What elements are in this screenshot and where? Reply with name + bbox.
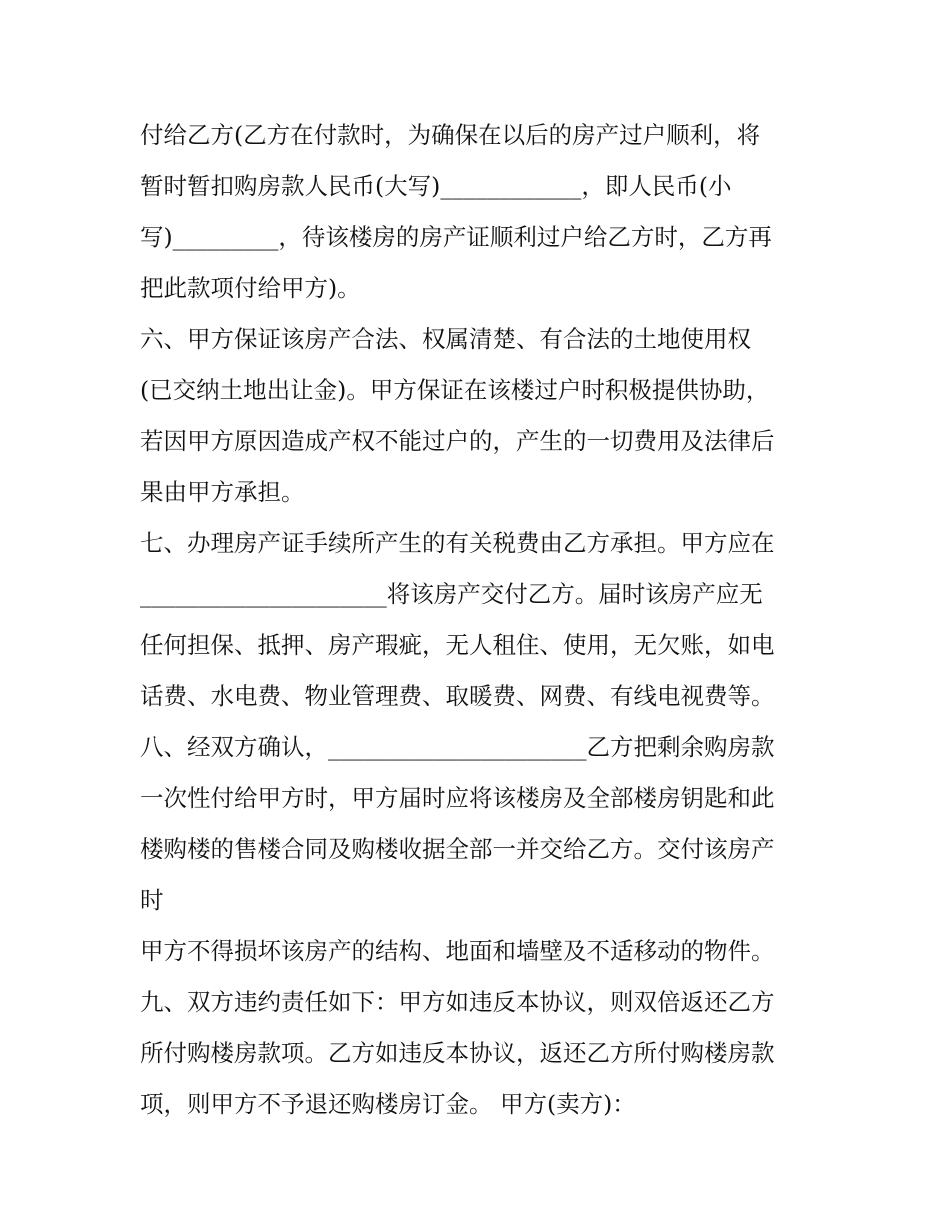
- text-line: 时: [140, 886, 164, 914]
- contract-body: [140, 110, 830, 1130]
- text-line: 果由甲方承担。: [140, 478, 305, 506]
- clause-7-line: 七、办理房产证手续所产生的有关税费由乙方承担。甲方应在: [140, 529, 775, 557]
- text-line: 若因甲方原因造成产权不能过户的，产生的一切费用及法律后: [140, 427, 775, 455]
- text-line: 项，则甲方不予退还购楼房订金。 甲方(卖方)：: [140, 1090, 636, 1118]
- text-line: 楼购楼的售楼合同及购楼收据全部一并交给乙方。交付该房产: [140, 835, 775, 863]
- text-line: 任何担保、抵押、房产瑕疵，无人租住、使用，无欠账，如电: [140, 631, 775, 659]
- text-line: 话费、水电费、物业管理费、取暖费、网费、有线电视费等。: [140, 682, 775, 710]
- clause-8-line: 八、经双方确认，______________________乙方把剩余购房款: [140, 733, 775, 761]
- text-line: 把此款项付给甲方)。: [140, 274, 361, 302]
- text-line: (已交纳土地出让金)。甲方保证在该楼过户时积极提供协助，: [140, 376, 770, 404]
- text-line: 甲方不得损坏该房产的结构、地面和墙壁及不适移动的物件。: [140, 937, 775, 965]
- text-line: 一次性付给甲方时，甲方届时应将该楼房及全部楼房钥匙和此: [140, 784, 775, 812]
- text-line: 暂时暂扣购房款人民币(大写)____________，即人民币(小: [140, 172, 732, 200]
- text-line: 写)_________，待该楼房的房产证顺利过户给乙方时，乙方再: [140, 223, 772, 251]
- clause-9-line: 九、双方违约责任如下：甲方如违反本协议，则双倍返还乙方: [140, 988, 775, 1016]
- text-line: 所付购楼房款项。乙方如违反本协议，返还乙方所付购楼房款: [140, 1039, 775, 1067]
- clause-6-line: 六、甲方保证该房产合法、权属清楚、有合法的土地使用权: [140, 325, 751, 353]
- text-line: _____________________将该房产交付乙方。届时该房产应无: [140, 580, 763, 608]
- text-line: 付给乙方(乙方在付款时，为确保在以后的房产过户顺利，将: [140, 121, 761, 149]
